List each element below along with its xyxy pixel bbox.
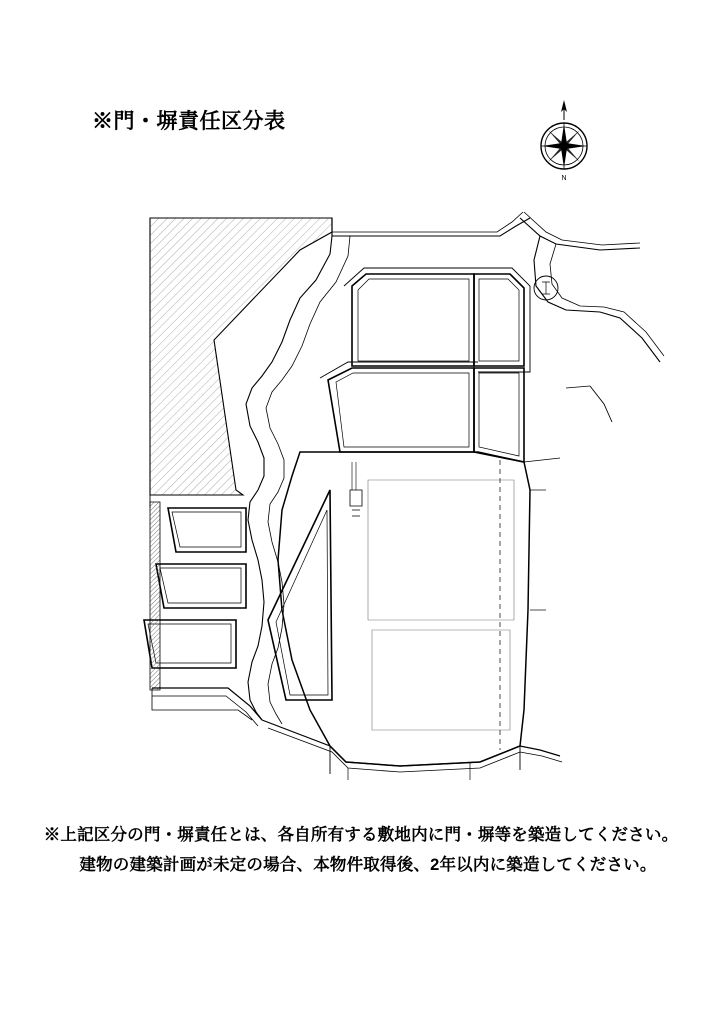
parcel-triangle-center [268, 490, 332, 700]
note-line-2: 建物の建築計画が未定の場合、本物件取得後、2年以内に築造してください。 [79, 856, 657, 874]
parcel-block-middle-left [328, 368, 474, 452]
parcel-lower-left-2 [156, 564, 246, 608]
note-line-1: ※上記区分の門・塀責任とは、各自所有する敷地内に門・塀等を築造してください。 [43, 826, 679, 844]
compass-rose-icon [532, 100, 596, 186]
hatched-strip-west [150, 502, 160, 690]
site-plan-drawing [0, 190, 722, 800]
compass-north-label: N [561, 175, 567, 182]
main-site-boundary [278, 452, 530, 766]
footer-notes [0, 820, 722, 880]
hatched-area-west [150, 218, 332, 495]
page-title: ※門・塀責任区分表 [92, 110, 286, 133]
road-south [262, 720, 560, 766]
parcel-block-upper-left [352, 274, 474, 366]
